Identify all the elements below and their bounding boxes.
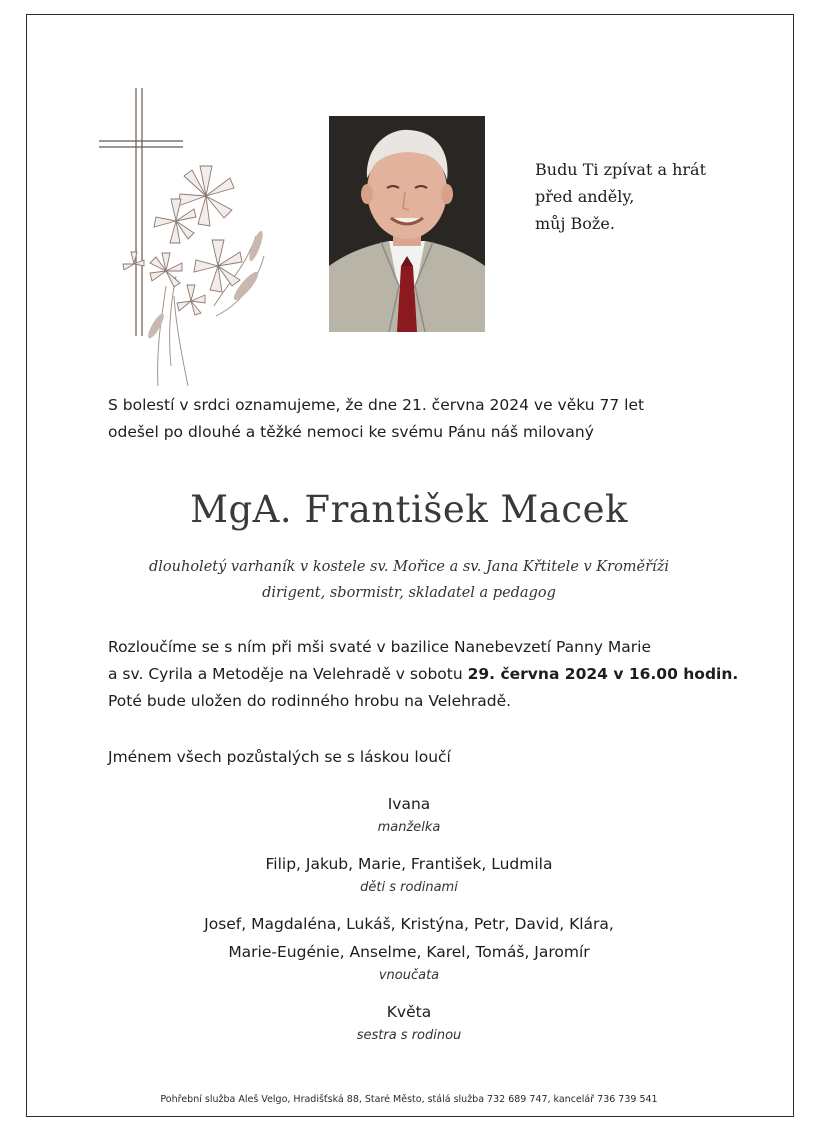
ceremony-line <box>108 661 738 688</box>
verse-line: Budu Ti zpívat a hrát <box>535 160 706 179</box>
ceremony-line: Rozloučíme se s ním při mši svaté v bazilice Nanebevzetí Panny Marie <box>108 638 651 656</box>
family-relation: vnoučata <box>378 968 440 983</box>
deceased-name: MgA. František Macek <box>190 488 628 531</box>
announcement-line: odešel po dlouhé a těžké nemoci ke svému Pánu náš milovaný <box>108 423 594 441</box>
verse-line: před anděly, <box>535 187 635 206</box>
announcement-text <box>108 392 644 446</box>
ceremony-location: a sv. Cyrila a Metoděje na Velehradě v sobotu <box>108 665 468 683</box>
family-group <box>0 850 818 898</box>
portrait-photo <box>329 116 485 332</box>
family-names: Ivana <box>387 795 431 813</box>
family-list <box>0 790 818 1046</box>
family-relation: manželka <box>377 820 441 835</box>
ceremony-date-time: 29. června 2024 v 16.00 hodin. <box>467 665 739 683</box>
ceremony-line: Poté bude uložen do rodinného hrobu na Velehradě. <box>108 692 512 710</box>
family-group <box>0 910 818 986</box>
ceremony-info <box>108 634 738 715</box>
verse-line: můj Bože. <box>535 214 615 233</box>
role-line: dlouholetý varhaník v kostele sv. Mořice a sv. Jana Křtitele v Kroměříži <box>149 559 669 575</box>
family-names: Josef, Magdaléna, Lukáš, Kristýna, Petr, David, Klára, <box>204 915 614 933</box>
family-group <box>0 998 818 1046</box>
farewell-text: Jménem všech pozůstalých se s láskou loučí <box>108 748 451 766</box>
role-line: dirigent, sbormistr, skladatel a pedagog <box>262 585 556 601</box>
family-names: Květa <box>386 1003 432 1021</box>
deceased-roles <box>0 554 818 606</box>
family-names: Marie-Eugénie, Anselme, Karel, Tomáš, Jaromír <box>228 943 590 961</box>
funeral-service-footer: Pohřební služba Aleš Velgo, Hradišťská 88, Staré Město, stálá služba 732 689 747, kancelář 736 739 541 <box>160 1094 658 1105</box>
family-relation: sestra s rodinou <box>356 1028 462 1043</box>
announcement-line: S bolestí v srdci oznamujeme, že dne 21. června 2024 ve věku 77 let <box>108 396 645 414</box>
verse <box>535 156 706 237</box>
family-group <box>0 790 818 838</box>
cross-with-lilies-icon <box>96 86 276 396</box>
family-relation: děti s rodinami <box>360 880 458 895</box>
family-names: Filip, Jakub, Marie, František, Ludmila <box>265 855 553 873</box>
